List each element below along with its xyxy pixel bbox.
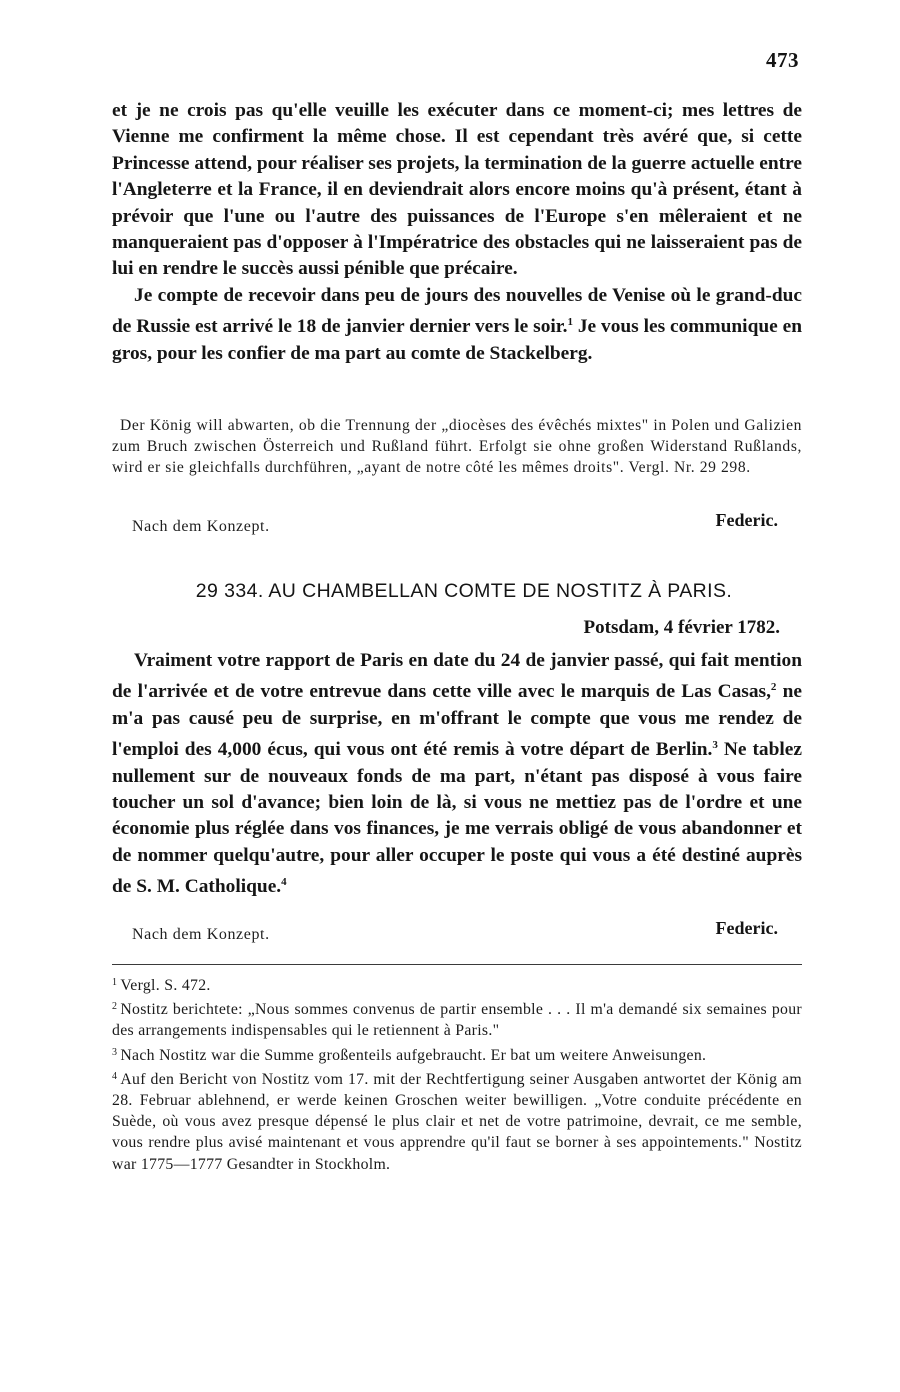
footnote-text: Vergl. S. 472. [120, 977, 211, 994]
dateline: Potsdam, 4 février 1782. [583, 617, 780, 638]
signature: Federic. [715, 510, 778, 530]
source-note: Nach dem Konzept. [132, 518, 270, 535]
page-number: 473 [766, 48, 799, 72]
footnotes [112, 972, 802, 1175]
footnote [112, 1066, 802, 1175]
editorial-note [112, 416, 802, 478]
paragraph: et je ne crois pas qu'elle veuille les exécuter dans ce moment-ci; mes lettres de Vienne me confirment la même chose. Il est cependant très avéré que, si cette Princesse attend, pour réaliser ses projets, la termination de la guerre actuelle entre l'Angleterre et la France, il en deviendrait alors encore moins qu'à présent, étant à prévoir que l'une ou l'autre des puissances de l'Europe s'en mêleraient et ne manqueraient pas d'opposer à l'Impératrice des obstacles qui ne laisseraient pas de lui en rendre le succès aussi pénible que précaire. [112, 100, 802, 280]
footnote-divider [112, 964, 802, 965]
paragraph-text: ne m'a pas causé peu de surprise, en m'offrant le compte que vous me rendez de l'emploi des 4,000 écus, qui vous ont été remis à votre départ de Berlin. [112, 681, 802, 761]
paragraph-text: Vraiment votre rapport de Paris en date du 24 de janvier passé, qui fait mention de l'arrivée et de votre entrevue dans cette ville avec le marquis de Las Casas, [112, 650, 802, 703]
letter-heading-block [112, 580, 802, 603]
dateline-block [112, 617, 802, 639]
footnote-ref: 4 [281, 876, 287, 889]
signature-row [112, 512, 802, 542]
paragraph [112, 648, 802, 901]
paragraph-text: Ne tablez nullement sur de nouveaux fonds de ma part, n'étant pas disposé à vous faire toucher un sol d'avance; bien loin de là, si vous ne mettiez pas de l'ordre et une économie plus réglée dans vos finances, je me verrais obligé de vous abandonner et de nommer quelqu'autre, pour aller occuper le poste qui vous a été destiné auprès de S. M. Catholique. [112, 739, 803, 898]
letter-body [112, 648, 802, 901]
footnote-number: 1 [112, 977, 118, 988]
footnote-ref: 1 [567, 316, 573, 329]
note-text: Der König will abwarten, ob die Trennung der „diocèses des évêchés mixtes" in Polen und Galizien zum Bruch zwischen Österreich und Rußland führt. Erfolgt sie ohne großen Widerstand Rußlands, wird er sie gleichfalls durchführen, „ayant de notre côté les mêmes droits". Vergl. Nr. 29 298. [112, 417, 802, 476]
signature: Federic. [715, 918, 778, 938]
footnote [112, 1042, 802, 1066]
footnote-number: 2 [112, 1001, 118, 1013]
footnote-ref: 3 [712, 739, 718, 752]
footnote [112, 972, 802, 996]
paragraph-text: Je vous les communique en gros, pour les confier de ma part au comte de Stackelberg. [112, 316, 803, 364]
footnote-text: Auf den Bericht von Nostitz vom 17. mit der Rechtfertigung seiner Ausgaben antwortet der König am 28. Februar ablehnend, er werde keinen Groschen weiter bewilligen. „Votre conduite précédente en Suède, où vous avez presque dépensé le plus clair et net de votre patrimoine, devrait, ce me semble, vous rendre plus avisé maintenant et vous apprendre qu'il faut se borner à ses appointements." Nostitz war 1775—1777 Gesandter in Stockholm. [112, 1070, 802, 1173]
footnote-number: 4 [112, 1070, 118, 1082]
paragraph-text: Je compte de recevoir dans peu de jours des nouvelles de Venise où le grand-duc de Russie est arrivé le 18 de janvier dernier vers le soir. [112, 284, 802, 338]
letter-heading: 29 334. AU CHAMBELLAN COMTE DE NOSTITZ À PARIS. [195, 580, 733, 602]
source-note: Nach dem Konzept. [132, 926, 270, 943]
continued-letter-text [112, 98, 802, 367]
footnote-ref: 2 [770, 681, 777, 694]
footnote-number: 3 [112, 1046, 118, 1058]
footnote-divider-wrap [112, 964, 802, 965]
footnote-text: Nach Nostitz war die Summe großenteils aufgebraucht. Er bat um weitere Anweisungen. [120, 1046, 707, 1064]
footnote-text: Nostitz berichtete: „Nous sommes convenus de partir ensemble . . . Il m'a demandé six semaines pour des arrangements indispensables qui le retiennent à Paris." [112, 1001, 802, 1040]
paragraph [112, 283, 802, 367]
signature-row [112, 920, 802, 950]
footnote [112, 996, 802, 1041]
